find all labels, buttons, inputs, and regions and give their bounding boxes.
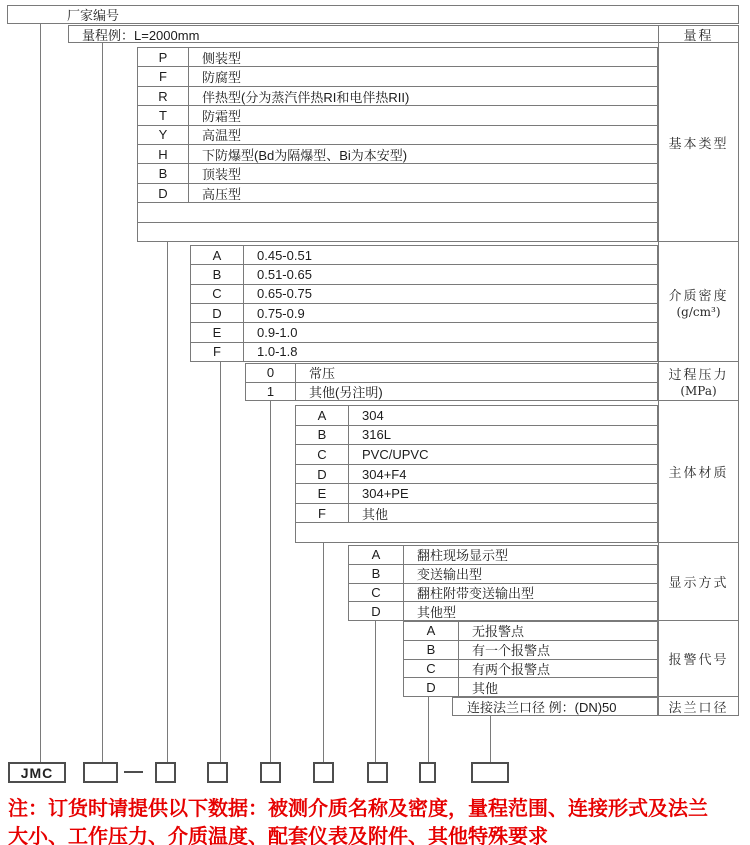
desc-cell: 304+F4	[362, 466, 407, 482]
range-example-text: 量程例：L=2000mm	[82, 27, 200, 43]
connector-line	[167, 242, 168, 762]
connector-line	[270, 401, 271, 762]
table-row	[138, 163, 657, 182]
desc-cell: 下防爆型(Bd为隔爆型、Bi为本安型)	[202, 147, 408, 163]
code-cell: A	[349, 546, 404, 564]
desc-cell: 变送输出型	[417, 567, 483, 583]
code-cell: F	[138, 67, 189, 85]
desc-cell: 其他(另注明)	[309, 384, 383, 400]
table-row	[349, 564, 657, 583]
desc-cell: 0.75-0.9	[257, 305, 305, 321]
table-row	[296, 464, 657, 484]
label-body-material-text: 主体材质	[668, 466, 729, 481]
desc-cell: 高温型	[202, 128, 242, 144]
code-box-pressure	[260, 762, 281, 783]
code-box-alarm	[419, 762, 436, 783]
label-flange-size-text: 法兰口径	[668, 700, 729, 716]
table-row	[296, 444, 657, 464]
table-row	[138, 105, 657, 124]
desc-cell: 无报警点	[472, 624, 525, 640]
code-cell: A	[404, 622, 459, 640]
table-row	[349, 583, 657, 602]
label-basic-type	[658, 43, 739, 242]
desc-cell: 0.65-0.75	[257, 286, 312, 302]
label-process-pressure-unit: (MPa)	[680, 384, 717, 398]
code-cell: D	[349, 602, 404, 620]
manufacturer-number-row	[7, 5, 739, 24]
section-flange-size	[452, 697, 658, 716]
desc-cell: 翻柱附带变送输出型	[417, 585, 535, 601]
section-basic-type	[137, 47, 658, 242]
model-prefix-text: JMC	[20, 764, 54, 781]
label-basic-type-text: 基本类型	[668, 136, 729, 152]
table-row	[138, 66, 657, 85]
label-flange-size	[658, 697, 739, 716]
table-row	[296, 406, 657, 425]
table-row-empty	[138, 222, 657, 241]
desc-cell: 防霜型	[202, 108, 242, 124]
desc-cell: 304	[362, 407, 384, 423]
desc-cell: 1.0-1.8	[257, 344, 298, 360]
desc-cell: 常压	[309, 366, 336, 382]
model-prefix-box	[8, 762, 66, 783]
code-cell: A	[191, 246, 244, 264]
table-row	[191, 284, 657, 303]
connector-line	[490, 716, 491, 762]
desc-cell: 侧装型	[202, 50, 242, 66]
table-row-empty	[296, 522, 657, 542]
table-row	[296, 483, 657, 503]
code-cell: E	[191, 323, 244, 341]
label-display-mode	[658, 543, 739, 621]
desc-cell: 高压型	[202, 186, 242, 202]
desc-cell: 顶装型	[202, 167, 242, 183]
table-row	[404, 677, 657, 696]
desc-cell: 伴热型(分为蒸汽伴热RI和电伴热RII)	[202, 89, 410, 105]
desc-cell: 0.45-0.51	[257, 247, 312, 263]
table-row	[191, 322, 657, 341]
code-cell: H	[138, 145, 189, 163]
section-body-material	[295, 405, 658, 543]
table-row	[191, 264, 657, 283]
code-box-range	[83, 762, 118, 783]
code-cell: 0	[246, 364, 296, 382]
table-row	[191, 342, 657, 361]
code-cell: F	[296, 504, 349, 523]
code-cell: B	[349, 565, 404, 583]
code-cell: A	[296, 406, 349, 425]
code-cell: E	[296, 484, 349, 503]
desc-cell: PVC/UPVC	[362, 446, 429, 462]
label-medium-density-unit: (g/cm³)	[676, 304, 721, 319]
desc-cell: 有两个报警点	[472, 661, 551, 677]
code-box-basic-type	[155, 762, 176, 783]
range-example-row	[68, 25, 659, 43]
code-cell: T	[138, 106, 189, 124]
table-row	[191, 246, 657, 264]
table-row	[138, 48, 657, 66]
section-alarm-code	[403, 621, 658, 697]
dash-separator	[124, 771, 143, 773]
table-row	[138, 125, 657, 144]
code-cell: C	[191, 285, 244, 303]
order-note-line2: 大小、工作压力、介质温度、配套仪表及附件、其他特殊要求	[8, 826, 548, 845]
section-display-mode	[348, 545, 658, 621]
label-process-pressure	[658, 362, 739, 401]
code-cell: C	[349, 584, 404, 602]
code-box-display	[367, 762, 388, 783]
desc-cell: 316L	[362, 427, 391, 443]
code-cell: D	[404, 678, 459, 696]
desc-cell: 其他	[472, 680, 499, 696]
table-row	[296, 425, 657, 445]
code-box-density	[207, 762, 228, 783]
table-row	[246, 382, 657, 401]
code-cell: B	[138, 164, 189, 182]
code-cell: B	[404, 641, 459, 659]
desc-cell: 0.9-1.0	[257, 324, 298, 340]
desc-cell: 其他型	[417, 604, 457, 620]
code-cell: R	[138, 87, 189, 105]
connector-line	[375, 621, 376, 762]
label-process-pressure-text: 过程压力	[668, 368, 729, 383]
code-cell: F	[191, 343, 244, 361]
code-cell: P	[138, 48, 189, 66]
code-cell: B	[191, 265, 244, 283]
section-medium-density	[190, 245, 658, 362]
connector-line	[323, 543, 324, 762]
code-cell: D	[296, 465, 349, 484]
table-row	[246, 364, 657, 382]
connector-line	[428, 697, 429, 762]
table-row	[404, 640, 657, 659]
table-row	[453, 698, 657, 715]
table-row	[349, 546, 657, 564]
label-medium-density	[658, 242, 739, 362]
connector-line	[40, 23, 41, 762]
code-cell: C	[404, 660, 459, 678]
desc-cell: 304+PE	[362, 486, 409, 502]
code-cell: 1	[246, 383, 296, 401]
desc-cell: 有一个报警点	[472, 643, 551, 659]
connector-line	[220, 362, 221, 762]
table-row	[138, 86, 657, 105]
section-process-pressure	[245, 363, 658, 401]
table-row	[349, 601, 657, 620]
table-row	[404, 622, 657, 640]
table-row	[404, 659, 657, 678]
label-display-mode-text: 显示方式	[668, 576, 729, 591]
code-box-material	[313, 762, 334, 783]
label-body-material	[658, 401, 739, 543]
order-note	[8, 795, 748, 845]
label-medium-density-text: 介质密度	[668, 288, 729, 304]
table-row	[138, 144, 657, 163]
manufacturer-number-label: 厂家编号	[67, 8, 120, 23]
connector-line	[102, 43, 103, 762]
desc-cell: 防腐型	[202, 70, 242, 86]
desc-cell: 其他	[362, 506, 389, 522]
code-cell: D	[138, 184, 189, 202]
desc-cell: 翻柱现场显示型	[417, 548, 509, 564]
table-row	[191, 303, 657, 322]
label-alarm-code-text: 报警代号	[668, 653, 729, 668]
code-cell: C	[296, 445, 349, 464]
table-row	[138, 183, 657, 202]
label-alarm-code	[658, 621, 739, 697]
table-row	[296, 503, 657, 523]
label-range-text: 量程	[683, 28, 714, 44]
code-cell: D	[191, 304, 244, 322]
desc-cell: 0.51-0.65	[257, 266, 312, 282]
desc-cell: 连接法兰口径 例：(DN)50	[467, 700, 617, 715]
code-cell: B	[296, 426, 349, 445]
table-row-empty	[138, 202, 657, 221]
code-box-flange	[471, 762, 509, 783]
order-note-line1: 注：订货时请提供以下数据：被测介质名称及密度，量程范围、连接形式及法兰	[8, 798, 708, 820]
label-range	[658, 25, 739, 43]
code-cell: Y	[138, 126, 189, 144]
